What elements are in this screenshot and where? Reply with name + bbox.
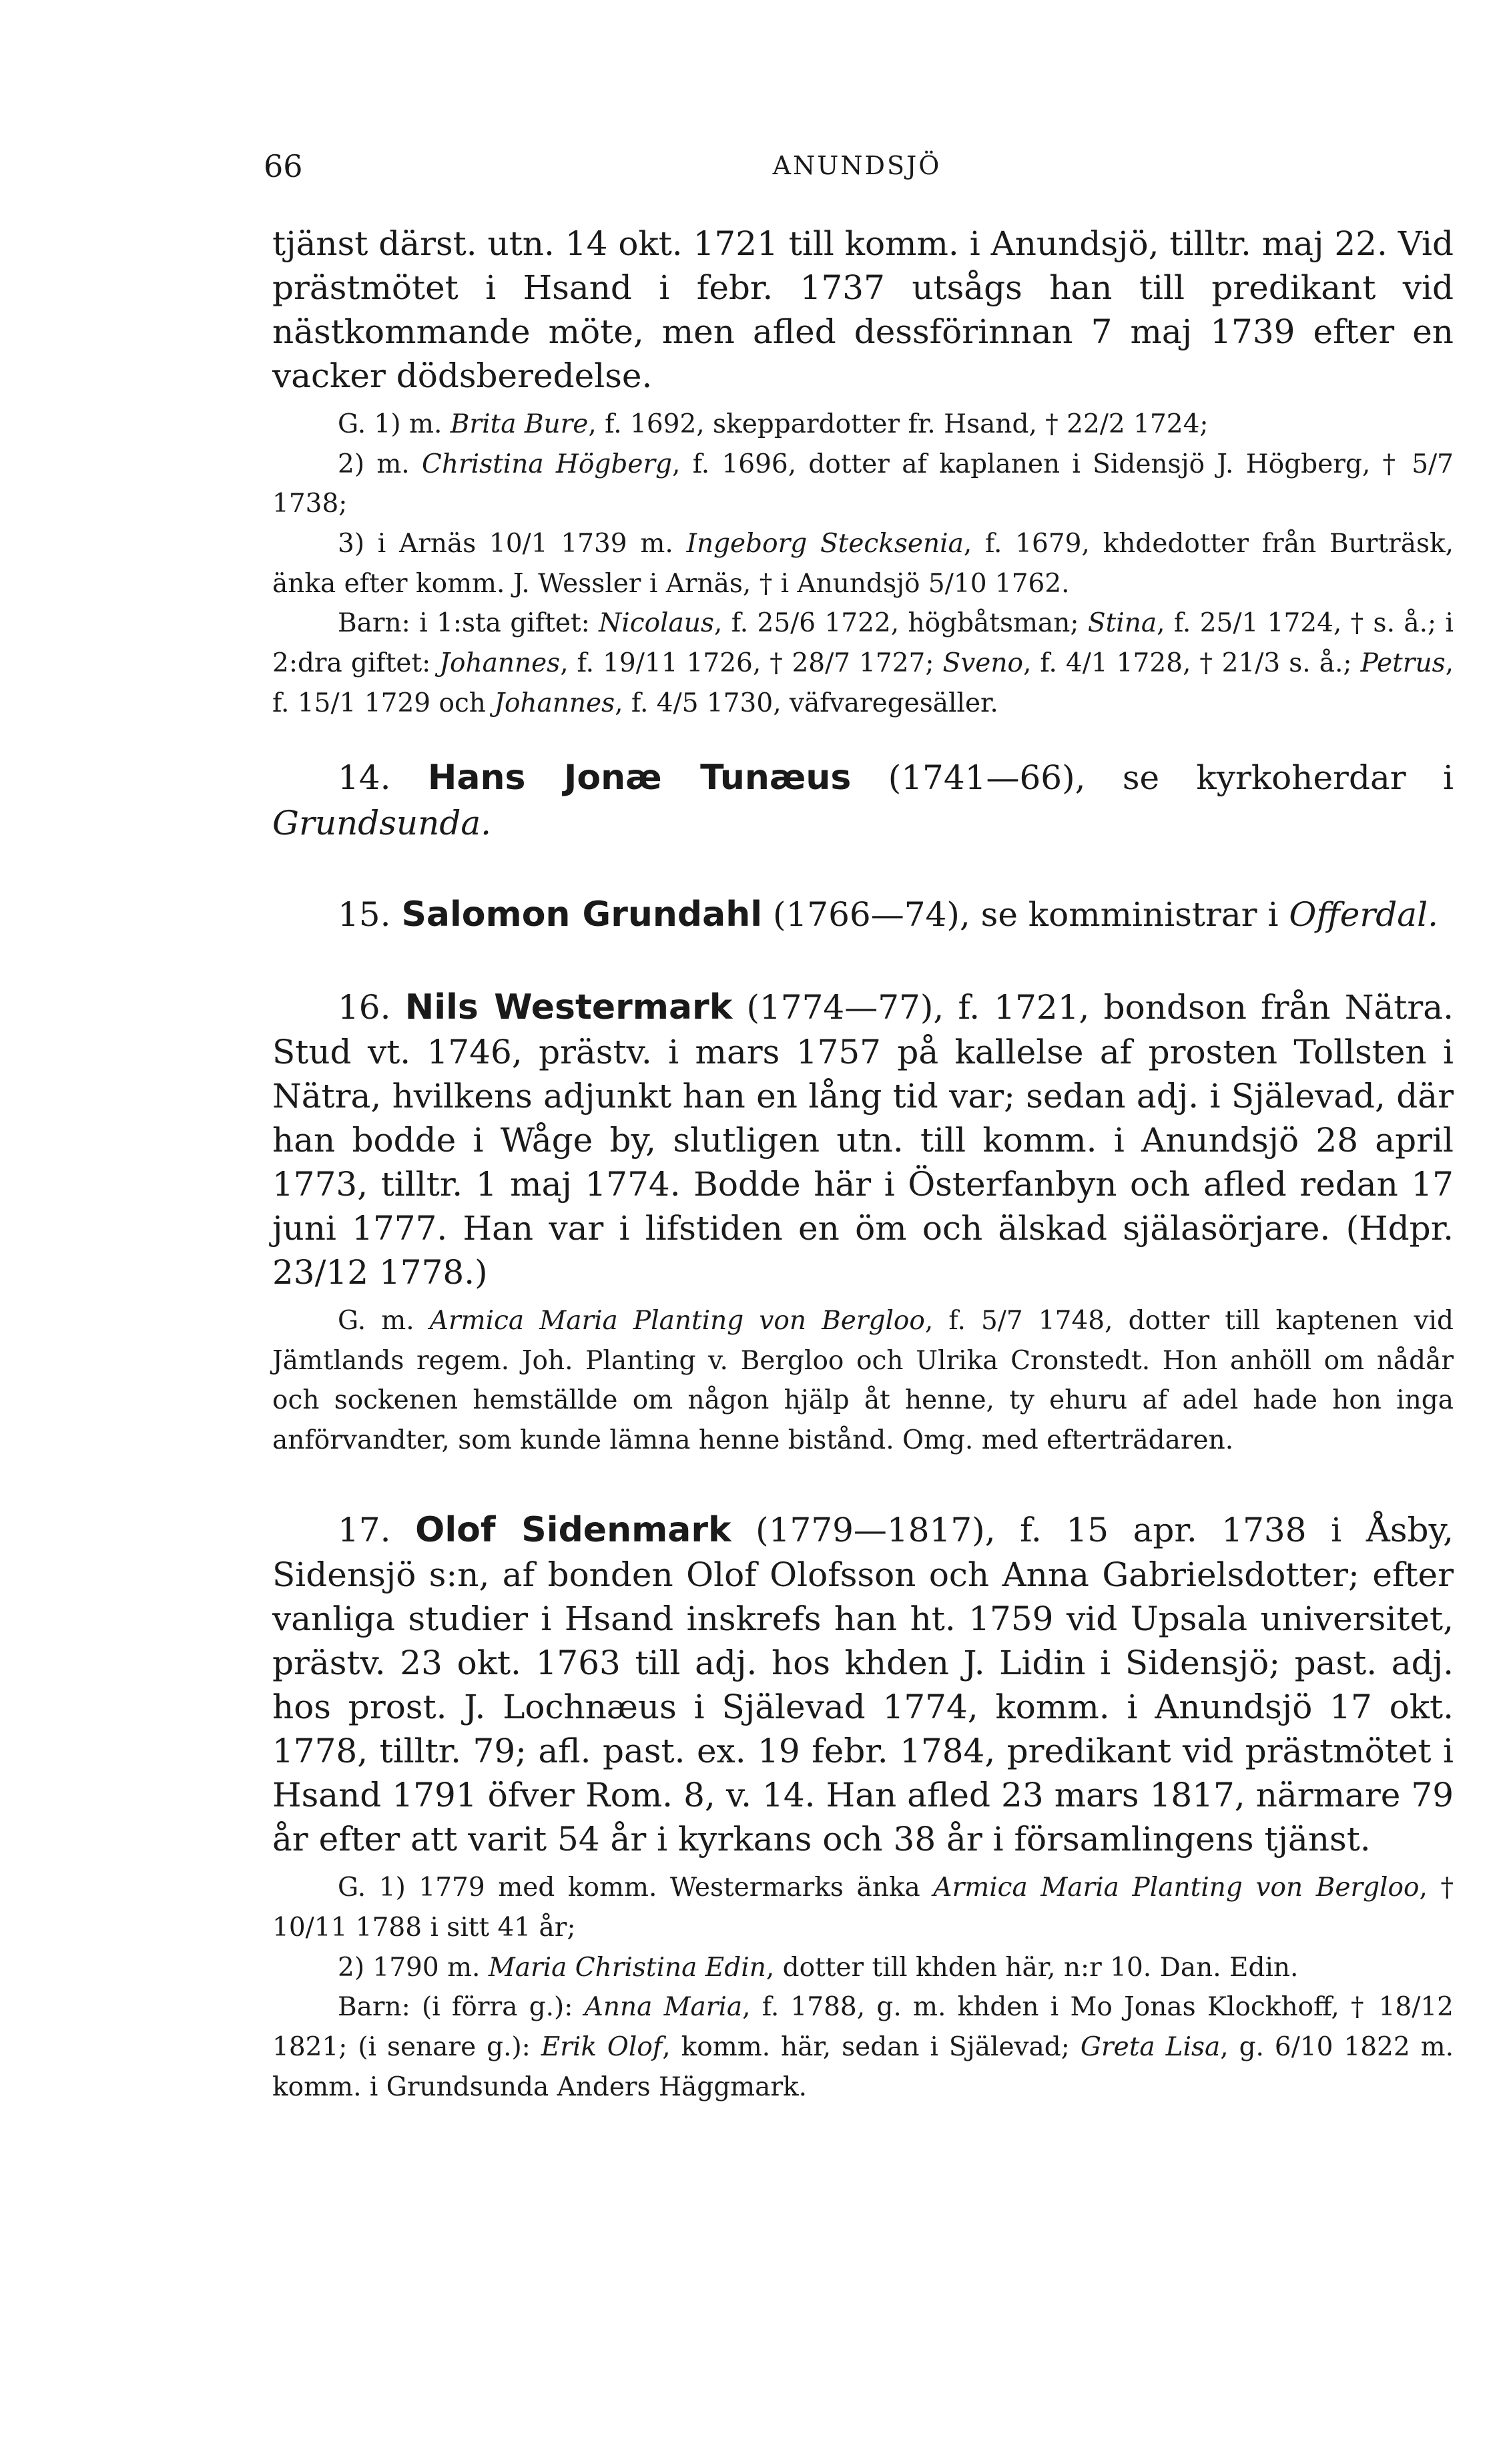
- entry-14: 14. Hans Jonæ Tunæus (1741—66), se kyrkoherdar i Grundsunda.: [272, 758, 1454, 842]
- entry-17-name: Olof Sidenmark: [415, 1509, 731, 1550]
- entry-13-family: [272, 405, 1454, 723]
- entry-13-continuation: tjänst därst. utn. 14 okt. 1721 till komm. i Anundsjö, tilltr. maj 22. Vid prästmötet i Hsand i febr. 1737 utsågs han till predikant vid nästkommande möte, men afled dessförinnan 7 maj 1739 efter en vacker dödsberedelse.: [272, 224, 1454, 395]
- entry-14-name: Hans Jonæ Tunæus: [427, 758, 852, 798]
- entry-16-name: Nils Westermark: [404, 987, 733, 1027]
- entry-17-family: [272, 1868, 1454, 2107]
- entry-13-marriage-3: 3) i Arnäs 10/1 1739 m. Ingeborg Stecksenia, f. 1679, khdedotter från Burträsk, änka efter komm. J. Wessler i Arnäs, † i Anundsjö 5/10 1762.: [272, 528, 1454, 599]
- entry-13-children: Barn: i 1:sta giftet: Nicolaus, f. 25/6 1722, högbåtsman; Stina, f. 25/1 1724, † s. å.; i 2:dra giftet: Johannes, f. 19/11 1726, † 28/7 1727; Sveno, f. 4/1 1728, † 21/3 s. å.; Petrus, f. 15/1 1729 och Johannes, f. 4/5 1730, väfvaregesäller.: [272, 608, 1454, 718]
- entry-16: 16. Nils Westermark (1774—77), f. 1721, bondson från Nätra. Stud vt. 1746, prästv. i mars 1757 på kallelse af prosten Tollsten i Nätra, hvilkens adjunkt han en lång tid var; sedan adj. i Själevad, där han bodde i Wåge by, slutligen utn. till komm. i Anundsjö 28 april 1773, tilltr. 1 maj 1774. Bodde här i Österfanbyn och afled redan 17 juni 1777. Han var i lifstiden en öm och älskad själasörjare. (Hdpr. 23/12 1778.): [272, 987, 1454, 1292]
- entry-15: 15. Salomon Grundahl (1766—74), se komministrar i Offerdal.: [338, 894, 1438, 935]
- entry-17-marriage-2: 2) 1790 m. Maria Christina Edin, dotter till khden här, n:r 10. Dan. Edin.: [338, 1952, 1299, 1983]
- main-text: [272, 222, 1454, 2107]
- entry-17-children: Barn: (i förra g.): Anna Maria, f. 1788, g. m. khden i Mo Jonas Klockhoff, † 18/12 1821; (i senare g.): Erik Olof, komm. här, sedan i Själevad; Greta Lisa, g. 6/10 1822 m. komm. i Grundsunda Anders Häggmark.: [272, 1992, 1454, 2102]
- entry-13-marriage-2: 2) m. Christina Högberg, f. 1696, dotter af kaplanen i Sidensjö J. Högberg, † 5/7 1738;: [272, 449, 1454, 519]
- running-head: ANUNDSJÖ: [772, 151, 942, 180]
- entry-17: 17. Olof Sidenmark (1779—1817), f. 15 apr. 1738 i Åsby, Sidensjö s:n, af bonden Olof Olofsson och Anna Gabrielsdotter; efter vanliga studier i Hsand inskrefs han ht. 1759 vid Upsala universitet, prästv. 23 okt. 1763 till adj. hos khden J. Lidin i Sidensjö; past. adj. hos prost. J. Lochnæus i Själevad 1774, komm. i Anundsjö 17 okt. 1778, tilltr. 79; afl. past. ex. 19 febr. 1784, predikant vid prästmötet i Hsand 1791 öfver Rom. 8, v. 14. Han afled 23 mars 1817, närmare 79 år efter att varit 54 år i kyrkans och 38 år i församlingens tjänst.: [272, 1509, 1454, 1859]
- page-number: 66: [264, 148, 303, 184]
- page-header: [264, 148, 1450, 195]
- entry-13-marriage-1: G. 1) m. Brita Bure, f. 1692, skeppardotter fr. Hsand, † 22/2 1724;: [338, 409, 1209, 439]
- entry-16-marriage: G. m. Armica Maria Planting von Bergloo, f. 5/7 1748, dotter till kaptenen vid Jämtlands regem. Joh. Planting v. Bergloo och Ulrika Cronstedt. Hon anhöll om nådår och sockenen hemställde om någon hjälp åt henne, ty ehuru af adel hade hon inga anförvandter, som kunde lämna henne bistånd. Omg. med efterträdaren.: [272, 1306, 1454, 1456]
- entry-15-name: Salomon Grundahl: [401, 894, 763, 935]
- entry-17-marriage-1: G. 1) 1779 med komm. Westermarks änka Armica Maria Planting von Bergloo, † 10/11 1788 i sitt 41 år;: [272, 1873, 1454, 1943]
